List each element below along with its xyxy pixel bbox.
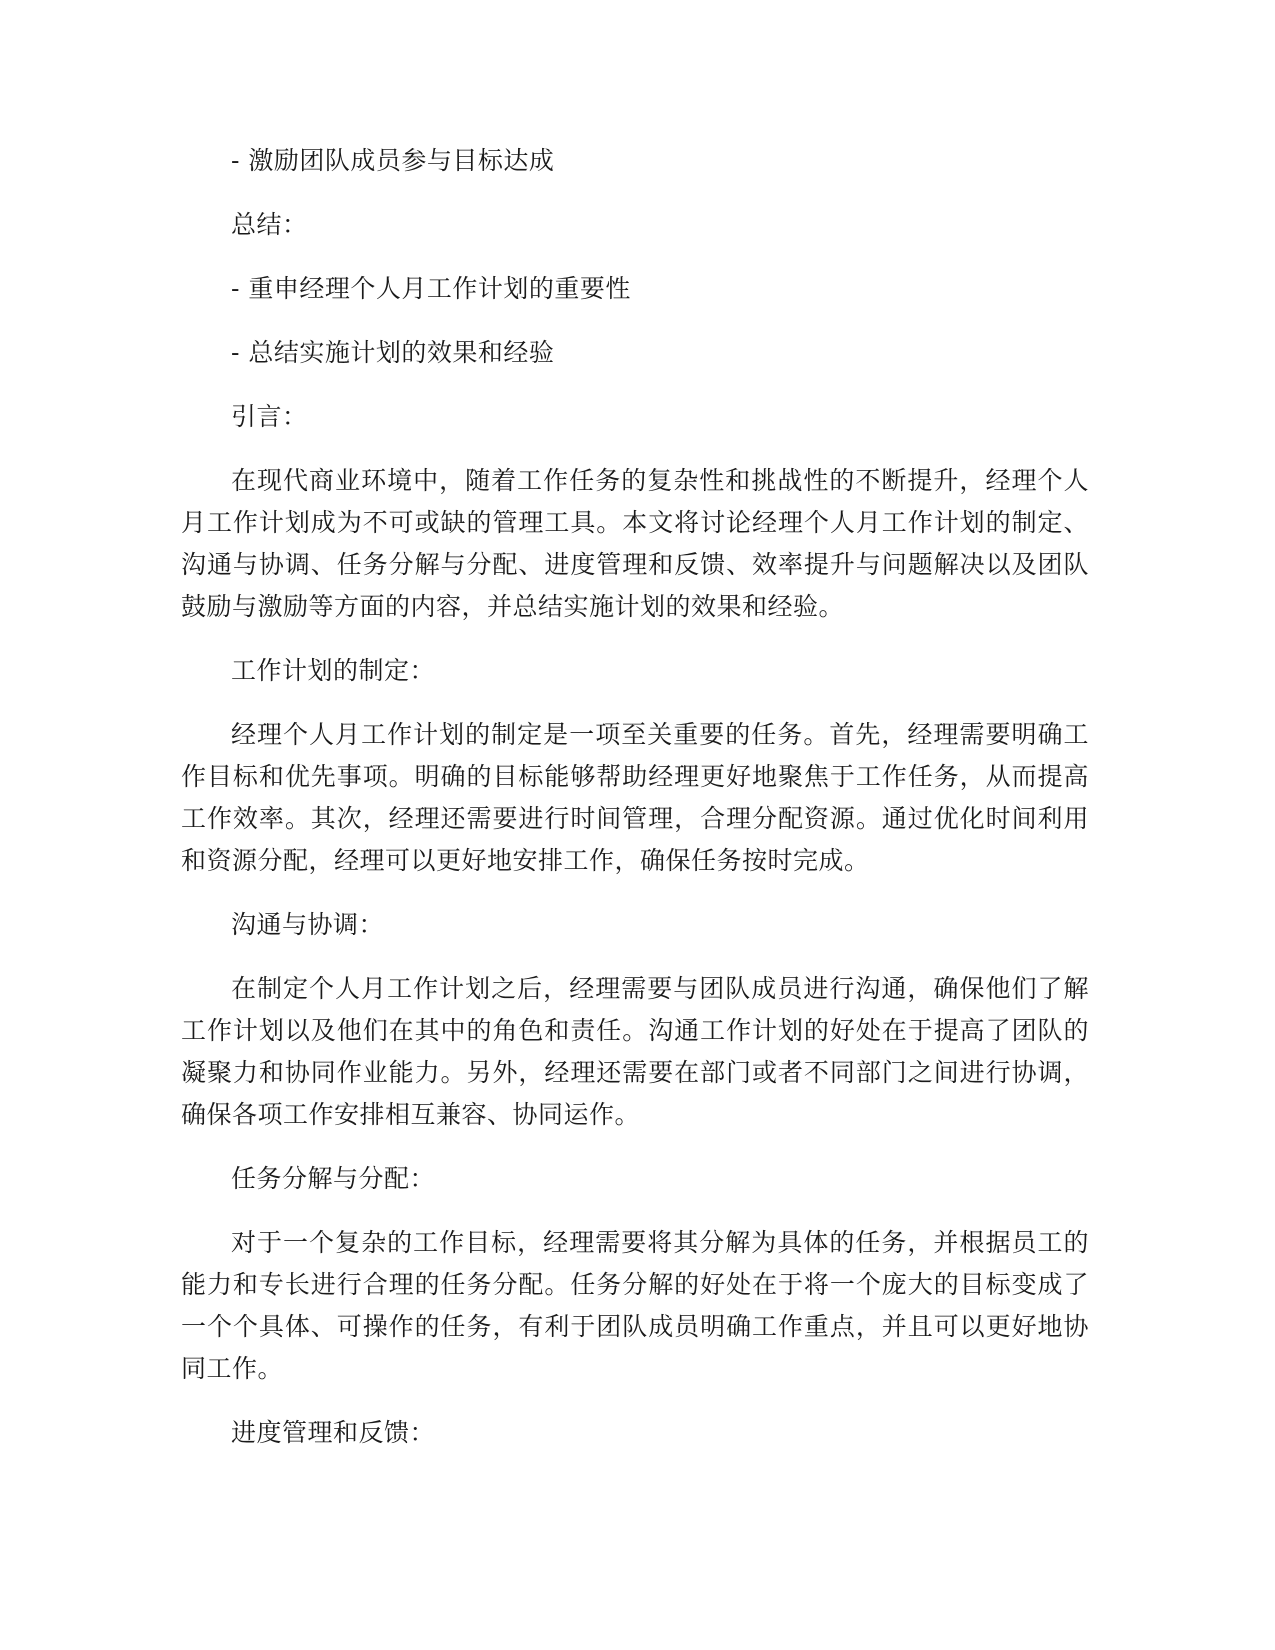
heading-task-breakdown: 任务分解与分配：	[231, 1164, 436, 1193]
paragraph-plan-formulation: 经理个人月工作计划的制定是一项至关重要的任务。首先，经理需要明确工作目标和优先事项。明确的目标能够帮助经理更好地聚焦于工作任务，从而提高工作效率。其次，经理还需要进行时间管理，合理分配资源。通过优化时间利用和资源分配，经理可以更好地安排工作，确保任务按时完成。	[181, 720, 1089, 875]
heading-summary: 总结：	[231, 210, 308, 239]
paragraph-task-breakdown: 对于一个复杂的工作目标，经理需要将其分解为具体的任务，并根据员工的能力和专长进行合理的任务分配。任务分解的好处在于将一个庞大的目标变成了一个个具体、可操作的任务，有利于团队成员明确工作重点，并且可以更好地协同工作。	[181, 1228, 1089, 1383]
heading-introduction: 引言：	[231, 402, 308, 431]
document-page	[181, 140, 1089, 1476]
paragraph-communication: 在制定个人月工作计划之后，经理需要与团队成员进行沟通，确保他们了解工作计划以及他们在其中的角色和责任。沟通工作计划的好处在于提高了团队的凝聚力和协同作业能力。另外，经理还需要在部门或者不同部门之间进行协调，确保各项工作安排相互兼容、协同运作。	[181, 974, 1089, 1129]
bullet-motivate-team: - 激励团队成员参与目标达成	[231, 146, 555, 175]
paragraph-introduction: 在现代商业环境中，随着工作任务的复杂性和挑战性的不断提升，经理个人月工作计划成为不可或缺的管理工具。本文将讨论经理个人月工作计划的制定、沟通与协调、任务分解与分配、进度管理和反馈、效率提升与问题解决以及团队鼓励与激励等方面的内容，并总结实施计划的效果和经验。	[181, 466, 1089, 621]
bullet-summarize-experience: - 总结实施计划的效果和经验	[231, 338, 555, 367]
heading-plan-formulation: 工作计划的制定：	[231, 656, 436, 685]
heading-progress-management: 进度管理和反馈：	[231, 1418, 436, 1447]
heading-communication: 沟通与协调：	[231, 910, 385, 939]
bullet-reiterate-importance: - 重申经理个人月工作计划的重要性	[231, 274, 631, 303]
